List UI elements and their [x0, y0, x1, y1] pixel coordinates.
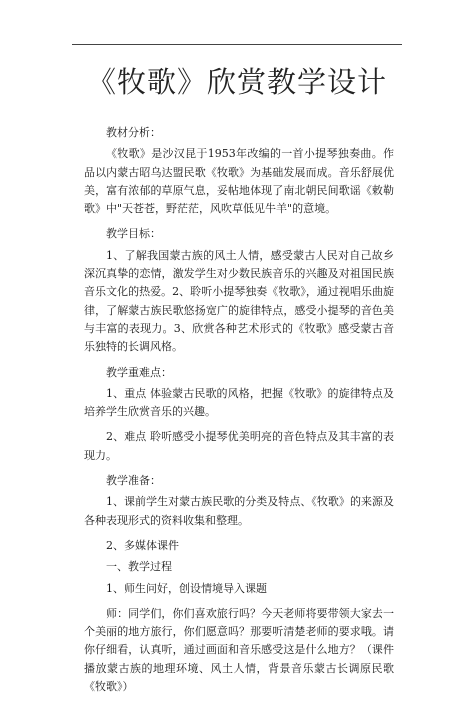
paragraph-difficult-point: 2、难点 聆听感受小提琴优美明亮的音色特点及其丰富的表现力。 — [84, 430, 394, 462]
paragraph-preparation-2: 2、多媒体课件 — [106, 538, 179, 552]
paragraph-step-1: 1、师生问好，创设情境导入课题 — [106, 581, 267, 595]
section-heading-key-points: 教学重难点： — [106, 365, 172, 379]
section-heading-preparation: 教学准备： — [106, 474, 161, 488]
section-heading-goals: 教学目标： — [106, 227, 161, 241]
paragraph-key-point: 1、重点 体验蒙古民歌的风格，把握《牧歌》的旋律特点及培养学生欣赏音乐的兴趣。 — [84, 386, 394, 419]
section-heading-process: 一、教学过程 — [106, 560, 172, 574]
paragraph-preparation-1: 1、课前学生对蒙古族民歌的分类及特点、《牧歌》的来源及各种表现形式的资料收集和整理。 — [84, 495, 394, 527]
header-rule — [72, 44, 402, 45]
paragraph-teacher-intro: 师：同学们，你们喜欢旅行吗？今天老师将要带领大家去一个美丽的地方旅行，你们愿意吗？那要听清楚老师的要求哦。请你仔细看，认真听，通过画面和音乐感受这是什么地方？（课件播放蒙古族的地理环境、风土人情，背景音乐蒙古长调原民歌《牧歌》） — [84, 606, 394, 694]
page-title: 《牧歌》欣赏教学设计 — [86, 65, 387, 99]
document-body — [84, 124, 394, 703]
paragraph-goals: 1、了解我国蒙古族的风土人情，感受蒙古人民对自己故乡深沉真挚的恋情，激发学生对少数民族音乐的兴趣及对祖国民族音乐文化的热爱。2、聆听小提琴独奏《牧歌》，通过视唱乐曲旋律，了解蒙古族民歌悠扬宽广的旋律特点，感受小提琴的音色美与丰富的表现力。3、欣赏各种艺术形式的《牧歌》感受蒙古音乐独特的长调风格。 — [84, 248, 394, 354]
paragraph-analysis: 《牧歌》是沙汉昆于1953年改编的一首小提琴独奏曲。作品以内蒙古昭乌达盟民歌《牧歌》为基础发展而成。音乐舒展优美，富有浓郁的草原气息，妥帖地体现了南北朝民间歌谣《敕勒歌》中"天苍苍，野茫茫，风吹草低见牛羊"的意境。 — [84, 147, 394, 216]
section-heading-analysis: 教材分析： — [106, 126, 161, 139]
